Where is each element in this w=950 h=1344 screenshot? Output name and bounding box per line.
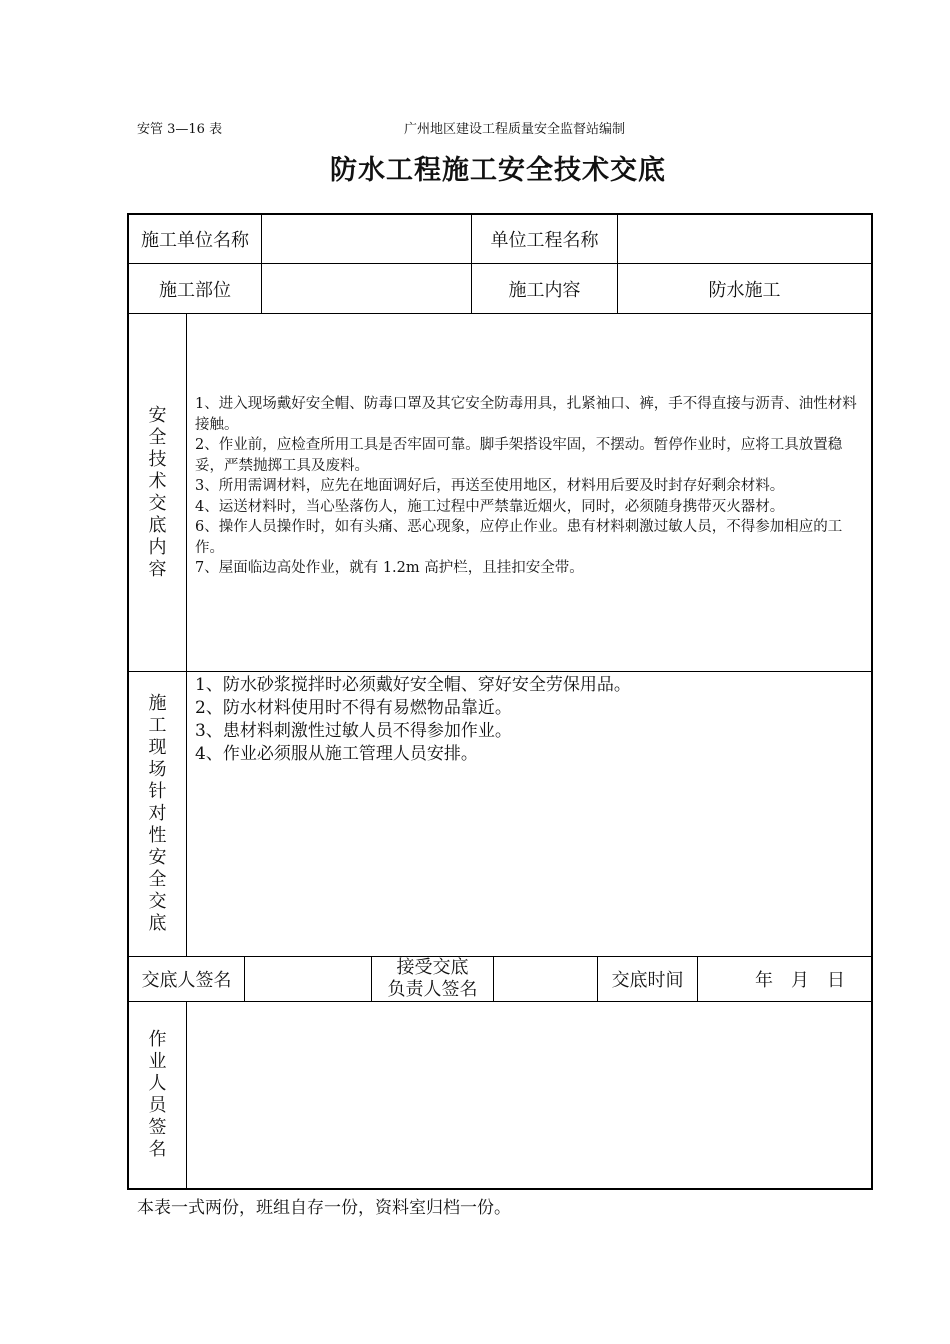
label-char: 施: [148, 693, 167, 714]
label-char: 员: [148, 1095, 167, 1116]
label-worker-signatures: [129, 1002, 186, 1188]
value-project-name[interactable]: [618, 215, 871, 263]
label-project-name: 单位工程名称: [490, 230, 599, 251]
form-code: 安管 3—16 表: [137, 122, 223, 137]
label-char: 工: [148, 715, 167, 736]
label-site-specific: [129, 672, 186, 956]
label-char: 现: [148, 737, 167, 758]
label-construction-part: 施工部位: [159, 279, 231, 301]
label-char: 底: [148, 913, 167, 934]
list-item: 4、运送材料时，当心坠落伤人，施工过程中严禁靠近烟火，同时，必须随身携带灭火器材。: [195, 498, 785, 515]
label-char: 交: [148, 891, 167, 912]
label-char: 作: [148, 1029, 167, 1050]
label-giver-signature: 交底人签名: [141, 970, 232, 991]
page-title: 防水工程施工安全技术交底: [330, 155, 666, 186]
label-char: 场: [148, 759, 167, 780]
label-char: 内: [148, 536, 167, 558]
label-receiver-signature: [372, 957, 493, 1001]
worker-signature-area[interactable]: [187, 1002, 871, 1188]
value-construction-unit[interactable]: [262, 215, 471, 263]
site-specific-content: [195, 674, 867, 766]
list-item: 6、操作人员操作时，如有头痛、恶心现象，应停止作业。患有材料刺激过敏人员，不得参加相应的工作。: [195, 519, 843, 556]
label-char: 名: [148, 1139, 167, 1160]
label-handover-time: 交底时间: [611, 970, 684, 991]
label-char: 底: [148, 514, 167, 536]
list-item: 4、作业必须服从施工管理人员安排。: [195, 744, 478, 764]
list-item: 1、防水砂浆搅拌时必须戴好安全帽、穿好安全劳保用品。: [195, 675, 631, 695]
value-receiver-signature[interactable]: [494, 957, 597, 1001]
value-giver-signature[interactable]: [245, 957, 371, 1001]
label-char: 人: [148, 1073, 167, 1094]
list-item: 2、作业前，应检查所用工具是否牢固可靠。脚手架搭设牢固，不摆动。暂停作业时，应将工具放置稳妥，严禁抛掷工具及废料。: [195, 437, 843, 474]
label-char: 技: [148, 448, 167, 470]
label-char: 全: [148, 426, 167, 448]
label-receiver-line2: 负责人签名: [387, 979, 478, 1000]
value-construction-part[interactable]: [262, 264, 471, 313]
label-char: 针: [148, 781, 167, 802]
list-item: 2、防水材料使用时不得有易燃物品靠近。: [195, 698, 512, 718]
label-safety-tech-content: [129, 314, 186, 671]
label-char: 签: [148, 1117, 167, 1138]
label-char: 安: [148, 847, 167, 868]
list-item: 3、所用需调材料，应先在地面调好后，再送至使用地区，材料用后要及时封存好剩余材料。: [195, 478, 785, 494]
label-receiver-line1: 接受交底: [396, 957, 469, 978]
list-item: 7、屋面临边高处作业，就有 1.2m 高护栏，且挂扣安全带。: [195, 560, 584, 576]
label-char: 对: [148, 803, 167, 824]
label-char: 交: [148, 492, 167, 514]
label-char: 术: [148, 470, 167, 492]
label-char: 性: [148, 825, 167, 846]
label-construction-content: 施工内容: [508, 279, 581, 301]
value-handover-time[interactable]: 年 月 日: [755, 970, 845, 991]
footer-note: 本表一式两份，班组自存一份，资料室归档一份。: [137, 1198, 511, 1218]
issuer-text: 广州地区建设工程质量安全监督站编制: [404, 122, 626, 137]
list-item: 3、患材料刺激性过敏人员不得参加作业。: [195, 721, 512, 741]
label-construction-unit: 施工单位名称: [141, 230, 249, 251]
label-char: 容: [148, 558, 167, 580]
safety-tech-content: [195, 394, 867, 579]
label-char: 业: [148, 1051, 167, 1072]
list-item: 1、进入现场戴好安全帽、防毒口罩及其它安全防毒用具，扎紧袖口、裤，手不得直接与沥青、油性材料接触。: [195, 396, 857, 433]
label-char: 安: [148, 404, 167, 426]
label-char: 全: [148, 869, 167, 890]
value-construction-content[interactable]: 防水施工: [708, 279, 781, 301]
